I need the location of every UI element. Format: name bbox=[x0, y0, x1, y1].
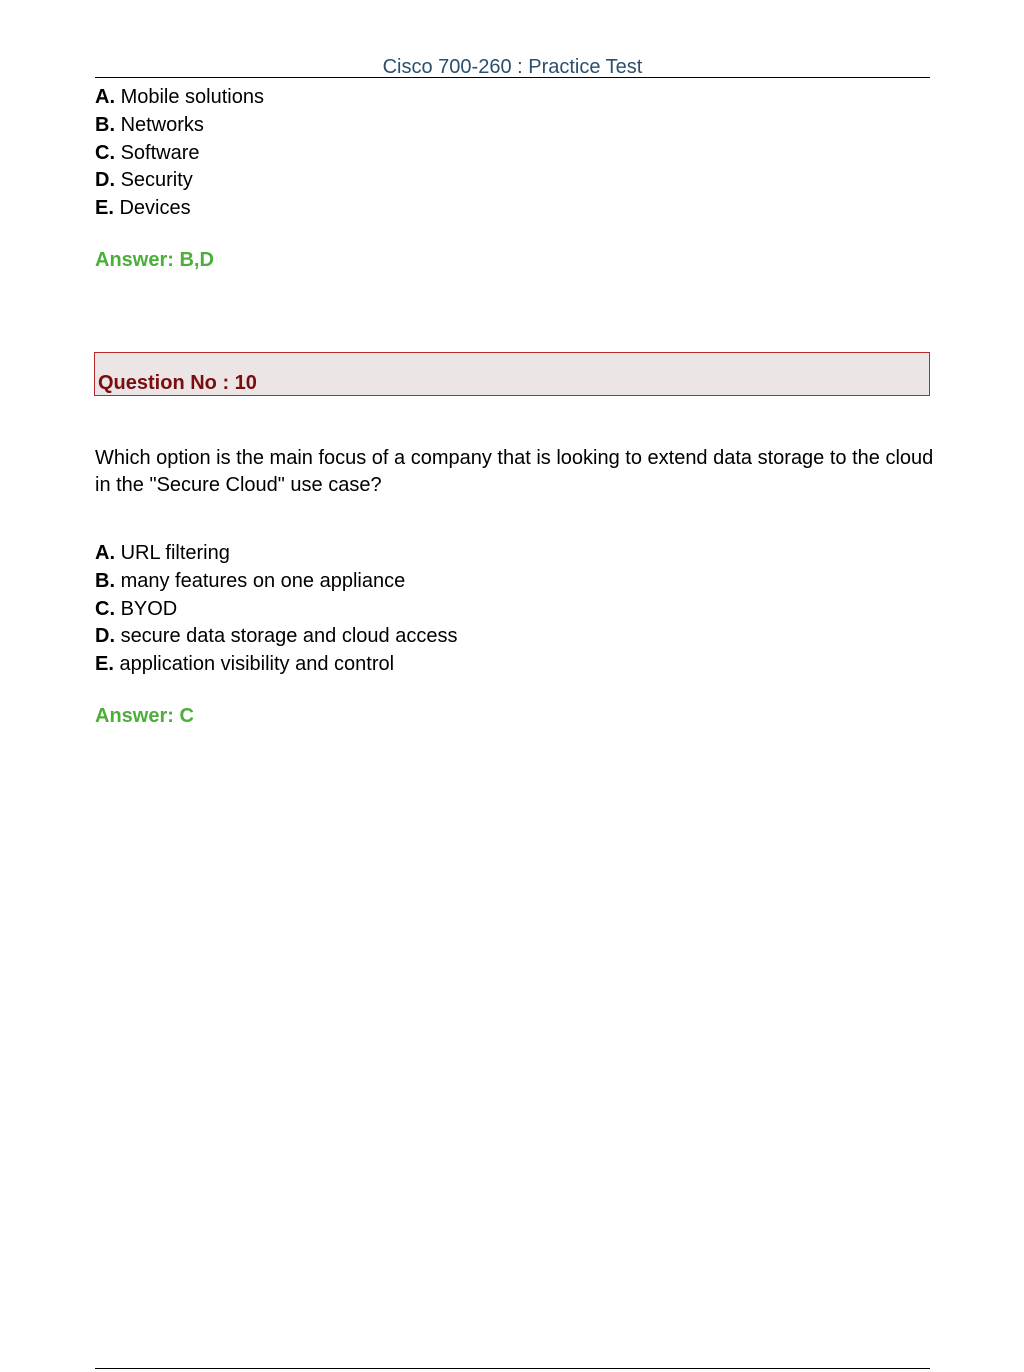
option-letter: E. bbox=[95, 653, 114, 675]
option-text: application visibility and control bbox=[119, 653, 395, 675]
option-a bbox=[95, 84, 264, 112]
option-text: Devices bbox=[119, 197, 191, 219]
option-c bbox=[95, 140, 264, 168]
option-letter: D. bbox=[95, 169, 115, 192]
option-letter: E. bbox=[95, 197, 114, 219]
option-letter: A. bbox=[95, 542, 115, 564]
option-c bbox=[95, 596, 457, 624]
option-a bbox=[95, 540, 457, 568]
option-e bbox=[95, 651, 457, 679]
option-b bbox=[95, 112, 264, 140]
question-header-box bbox=[94, 352, 930, 396]
option-e bbox=[95, 195, 264, 223]
option-d bbox=[95, 167, 264, 195]
option-d bbox=[95, 623, 457, 651]
option-letter: C. bbox=[95, 597, 115, 620]
option-b bbox=[95, 568, 457, 596]
option-text: Software bbox=[120, 141, 200, 164]
option-letter: B. bbox=[95, 569, 115, 592]
option-text: URL filtering bbox=[120, 542, 230, 564]
question-options bbox=[95, 540, 457, 679]
question-answer: Answer: C bbox=[95, 705, 194, 727]
option-text: Networks bbox=[120, 113, 204, 136]
question-title: Question No : 10 bbox=[98, 372, 257, 394]
option-letter: B. bbox=[95, 113, 115, 136]
page-header bbox=[95, 54, 930, 78]
question-text: Which option is the main focus of a company that is looking to extend data storage to the cloud in the "Secure Cloud" use case? bbox=[95, 447, 934, 496]
previous-answer: Answer: B,D bbox=[95, 249, 214, 271]
option-letter: A. bbox=[95, 86, 115, 108]
page-header-title: Cisco 700-260 : Practice Test bbox=[382, 56, 643, 78]
footer-divider bbox=[95, 1368, 930, 1369]
option-letter: C. bbox=[95, 141, 115, 164]
option-text: Security bbox=[120, 169, 193, 192]
option-letter: D. bbox=[95, 625, 115, 648]
previous-question-options bbox=[95, 84, 264, 223]
option-text: secure data storage and cloud access bbox=[120, 625, 458, 648]
option-text: Mobile solutions bbox=[120, 86, 264, 108]
option-text: many features on one appliance bbox=[120, 569, 406, 592]
option-text: BYOD bbox=[120, 597, 178, 620]
